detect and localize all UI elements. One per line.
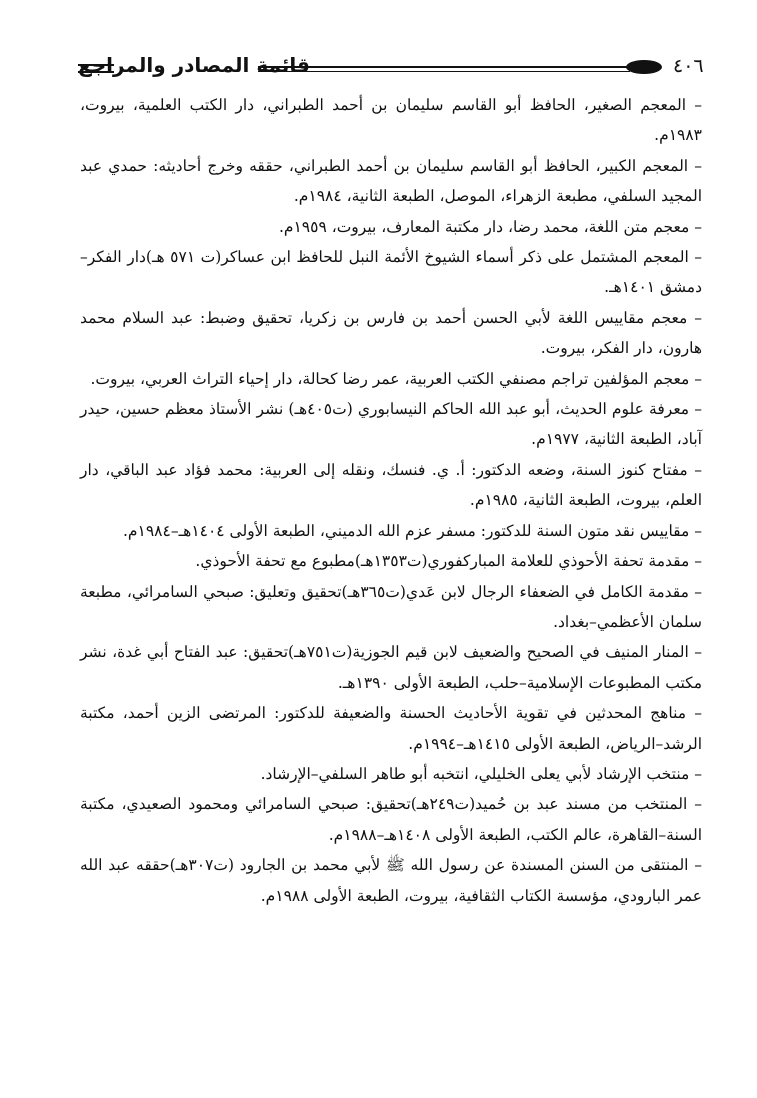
bibliography-entry: – المعجم الصغير، الحافظ أبو القاسم سليمان بن أحمد الطبراني، دار الكتب العلمية، بيروت، ١٩٨٣م. (80, 96, 702, 145)
bibliography-entry: – معجم مقاييس اللغة لأبي الحسن أحمد بن فارس بن زكريا، تحقيق وضبط: عبد السلام محمد هارون، دار الفكر، بيروت. (80, 308, 702, 358)
header-rule (258, 71, 630, 72)
header-rule (258, 66, 630, 68)
header-ornament (626, 60, 662, 74)
bibliography-entry: – المنتقى من السنن المسندة عن رسول الله ﷺ لأبي محمد بن الجارود (ت٣٠٧هـ)حققه عبد الله عمر البارودي، مؤسسة الكتاب الثقافية، بيروت، الطبعة الأولى ١٩٨٨م. (80, 856, 702, 905)
bibliography-entry: – معرفة علوم الحديث، أبو عبد الله الحاكم النيسابوري (ت٤٠٥هـ) نشر الأستاذ معظم حسين، حيدر آباد، الطبعة الثانية، ١٩٧٧م. (80, 400, 702, 449)
bibliography-entry: – مقدمة الكامل في الضعفاء الرجال لابن عَدي(ت٣٦٥هـ)تحقيق وتعليق: صبحي السامرائي، مطبعة سلمان الأعظمي–بغداد. (80, 582, 702, 631)
bibliography-entry: – منتخب الإرشاد لأبي يعلى الخليلي، انتخبه أبو طاهر السلفي–الإرشاد. (260, 764, 702, 783)
bibliography-entry: – مقدمة تحفة الأحوذي للعلامة المباركفوري(ت١٣٥٣هـ)مطبوع مع تحفة الأحوذي. (195, 552, 702, 571)
bibliography-entry: – مفتاح كنوز السنة، وضعه الدكتور: أ. ي. فنسك، ونقله إلى العربية: محمد فؤاد عبد الباقي، دار العلم، بيروت، الطبعة الثانية، ١٩٨٥م. (80, 460, 702, 510)
bibliography-entry: – معجم المؤلفين تراجم مصنفي الكتب العربية، عمر رضا كحالة، دار إحياء التراث العربي، بيروت. (90, 369, 702, 388)
header-title: قائمة المصادر والمراجع (78, 53, 310, 77)
bibliography-entry: – المنار المنيف في الصحيح والضعيف لابن قيم الجوزية(ت٧٥١هـ)تحقيق: عبد الفتاح أبي غدة، نشر مكتب المطبوعات الإسلامية–حلب، الطبعة الأولى ١٣٩٠هـ. (80, 643, 702, 692)
bibliography-entry: – مناهج المحدثين في تقوية الأحاديث الحسنة والضعيفة للدكتور: المرتضى الزين أحمد، مكتبة الرشد–الرياض، الطبعة الأولى ١٤١٥هـ–١٩٩٤م. (80, 704, 702, 753)
bibliography-entry: – المعجم المشتمل على ذكر أسماء الشيوخ الأئمة النبل للحافظ ابن عساكر(ت ٥٧١ هـ)دار الفكر–دمشق ١٤٠١هـ. (80, 248, 703, 297)
bibliography-entry: – المعجم الكبير، الحافظ أبو القاسم سليمان بن أحمد الطبراني، حققه وخرج أحاديثه: حمدي عبد المجيد السلفي، مطبعة الزهراء، الموصل، الطبعة الثانية، ١٩٨٤م. (80, 156, 702, 206)
running-header (78, 50, 710, 84)
bibliography-entry: – معجم متن اللغة، محمد رضا، دار مكتبة المعارف، بيروت، ١٩٥٩م. (278, 217, 702, 236)
page-number: ٤٠٦ (673, 55, 704, 77)
bibliography-entry: – مقاييس نقد متون السنة للدكتور: مسفر عزم الله الدميني، الطبعة الأولى ١٤٠٤هـ–١٩٨٤م. (123, 521, 702, 540)
bibliography-entry: – المنتخب من مسند عبد بن حُميد(ت٢٤٩هـ)تحقيق: صبحي السامرائي ومحمود الصعيدي، مكتبة السنة–القاهرة، عالم الكتب، الطبعة الأولى ١٤٠٨هـ–١٩٨٨م. (80, 795, 702, 844)
bibliography-list (80, 90, 702, 911)
